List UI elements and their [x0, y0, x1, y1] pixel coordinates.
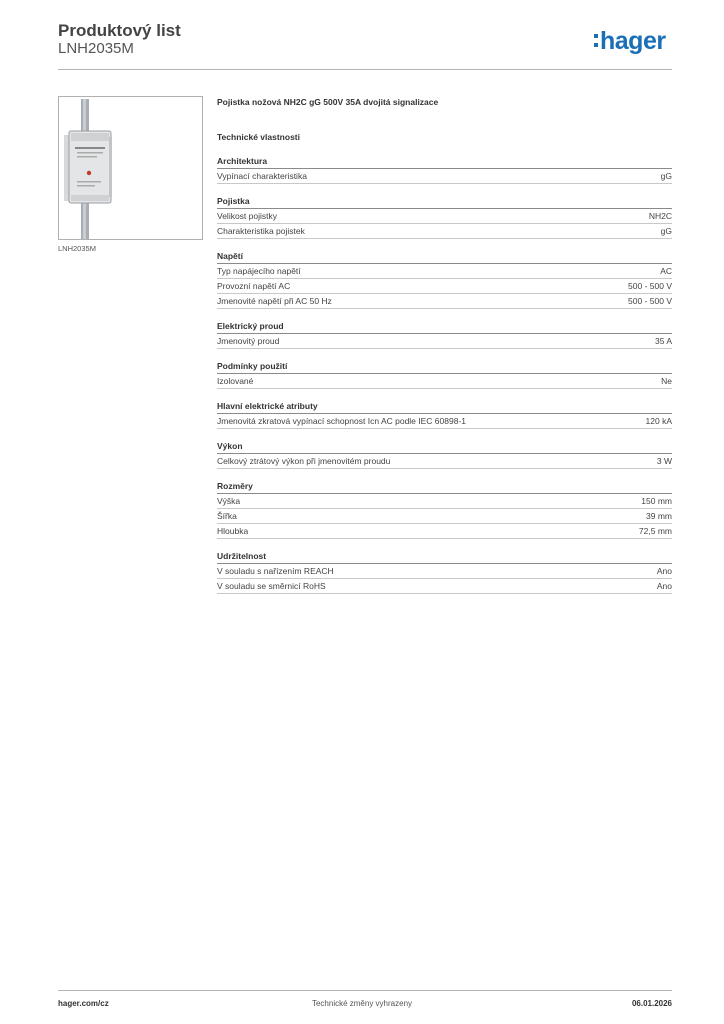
- spec-group: [217, 194, 672, 239]
- spec-value: AC: [660, 266, 672, 276]
- spec-value: gG: [660, 226, 672, 236]
- spec-group-title: Pojistka: [217, 194, 672, 209]
- spec-group: [217, 399, 672, 429]
- spec-value: 120 kA: [645, 416, 672, 426]
- spec-group-title: Rozměry: [217, 479, 672, 494]
- spec-label: Výška: [217, 496, 241, 506]
- spec-label: Šířka: [217, 511, 237, 521]
- spec-group: [217, 359, 672, 389]
- spec-value: 500 - 500 V: [628, 281, 672, 291]
- spec-group: [217, 249, 672, 309]
- product-code: LNH2035M: [58, 40, 134, 57]
- spec-row: [217, 579, 672, 594]
- spec-value: Ano: [656, 566, 672, 576]
- hager-logo: [594, 29, 666, 54]
- fuse-nh-icon: [59, 97, 202, 239]
- technical-heading: Technické vlastnosti: [217, 132, 300, 142]
- logo-dots-icon: [594, 29, 598, 47]
- footer-date: 06.01.2026: [631, 999, 672, 1008]
- spec-group: [217, 439, 672, 469]
- spec-label: Provozní napětí AC: [217, 281, 291, 291]
- spec-label: Velikost pojistky: [217, 211, 277, 221]
- spec-row: [217, 224, 672, 239]
- spec-row: [217, 524, 672, 539]
- spec-row: [217, 294, 672, 309]
- spec-label: Charakteristika pojistek: [217, 226, 305, 236]
- spec-label: Typ napájecího napětí: [217, 266, 301, 276]
- spec-group-title: Udržitelnost: [217, 549, 672, 564]
- spec-group-title: Napětí: [217, 249, 672, 264]
- spec-row: [217, 414, 672, 429]
- spec-row: [217, 454, 672, 469]
- spec-label: V souladu s nařízením REACH: [217, 566, 334, 576]
- footer-disclaimer: Technické změny vyhrazeny: [311, 999, 413, 1008]
- spec-label: Hloubka: [217, 526, 249, 536]
- spec-label: Celkový ztrátový výkon při jmenovitém proudu: [217, 456, 391, 466]
- spec-row: [217, 264, 672, 279]
- spec-label: Jmenovitý proud: [217, 336, 280, 346]
- spec-row: [217, 279, 672, 294]
- spec-group: [217, 154, 672, 184]
- spec-label: Jmenovitá zkratová vypínací schopnost Icn AC podle IEC 60898-1: [217, 416, 466, 426]
- spec-row: [217, 209, 672, 224]
- spec-group: [217, 549, 672, 594]
- spec-groups: [217, 154, 672, 594]
- spec-row: [217, 509, 672, 524]
- product-image: [58, 96, 203, 240]
- spec-value: 72,5 mm: [638, 526, 672, 536]
- product-description: Pojistka nožová NH2C gG 500V 35A dvojitá signalizace: [217, 97, 439, 107]
- spec-group: [217, 479, 672, 539]
- spec-row: [217, 334, 672, 349]
- spec-row: [217, 564, 672, 579]
- spec-group: [217, 319, 672, 349]
- spec-group-title: Hlavní elektrické atributy: [217, 399, 672, 414]
- logo-text: hager: [600, 27, 666, 55]
- spec-value: 3 W: [656, 456, 672, 466]
- spec-value: 500 - 500 V: [628, 296, 672, 306]
- spec-label: Vypínací charakteristika: [217, 171, 307, 181]
- spec-group-title: Podmínky použití: [217, 359, 672, 374]
- footer-website[interactable]: hager.com/cz: [58, 999, 109, 1008]
- spec-group-title: Architektura: [217, 154, 672, 169]
- spec-value: 39 mm: [646, 511, 672, 521]
- spec-group-title: Výkon: [217, 439, 672, 454]
- spec-label: V souladu se směrnicí RoHS: [217, 581, 326, 591]
- spec-value: 150 mm: [641, 496, 672, 506]
- spec-value: Ano: [656, 581, 672, 591]
- spec-value: 35 A: [654, 336, 672, 346]
- page-title: Produktový list: [58, 21, 181, 40]
- specs-section: [217, 95, 672, 594]
- product-image-caption: LNH2035M: [58, 244, 96, 253]
- footer-divider: [58, 990, 672, 991]
- spec-label: Izolované: [217, 376, 254, 386]
- header-divider: [58, 69, 672, 70]
- spec-row: [217, 169, 672, 184]
- spec-group-title: Elektrický proud: [217, 319, 672, 334]
- spec-label: Jmenovité napětí při AC 50 Hz: [217, 296, 332, 306]
- spec-value: gG: [660, 171, 672, 181]
- spec-row: [217, 374, 672, 389]
- spec-value: NH2C: [648, 211, 672, 221]
- spec-row: [217, 494, 672, 509]
- spec-value: Ne: [661, 376, 672, 386]
